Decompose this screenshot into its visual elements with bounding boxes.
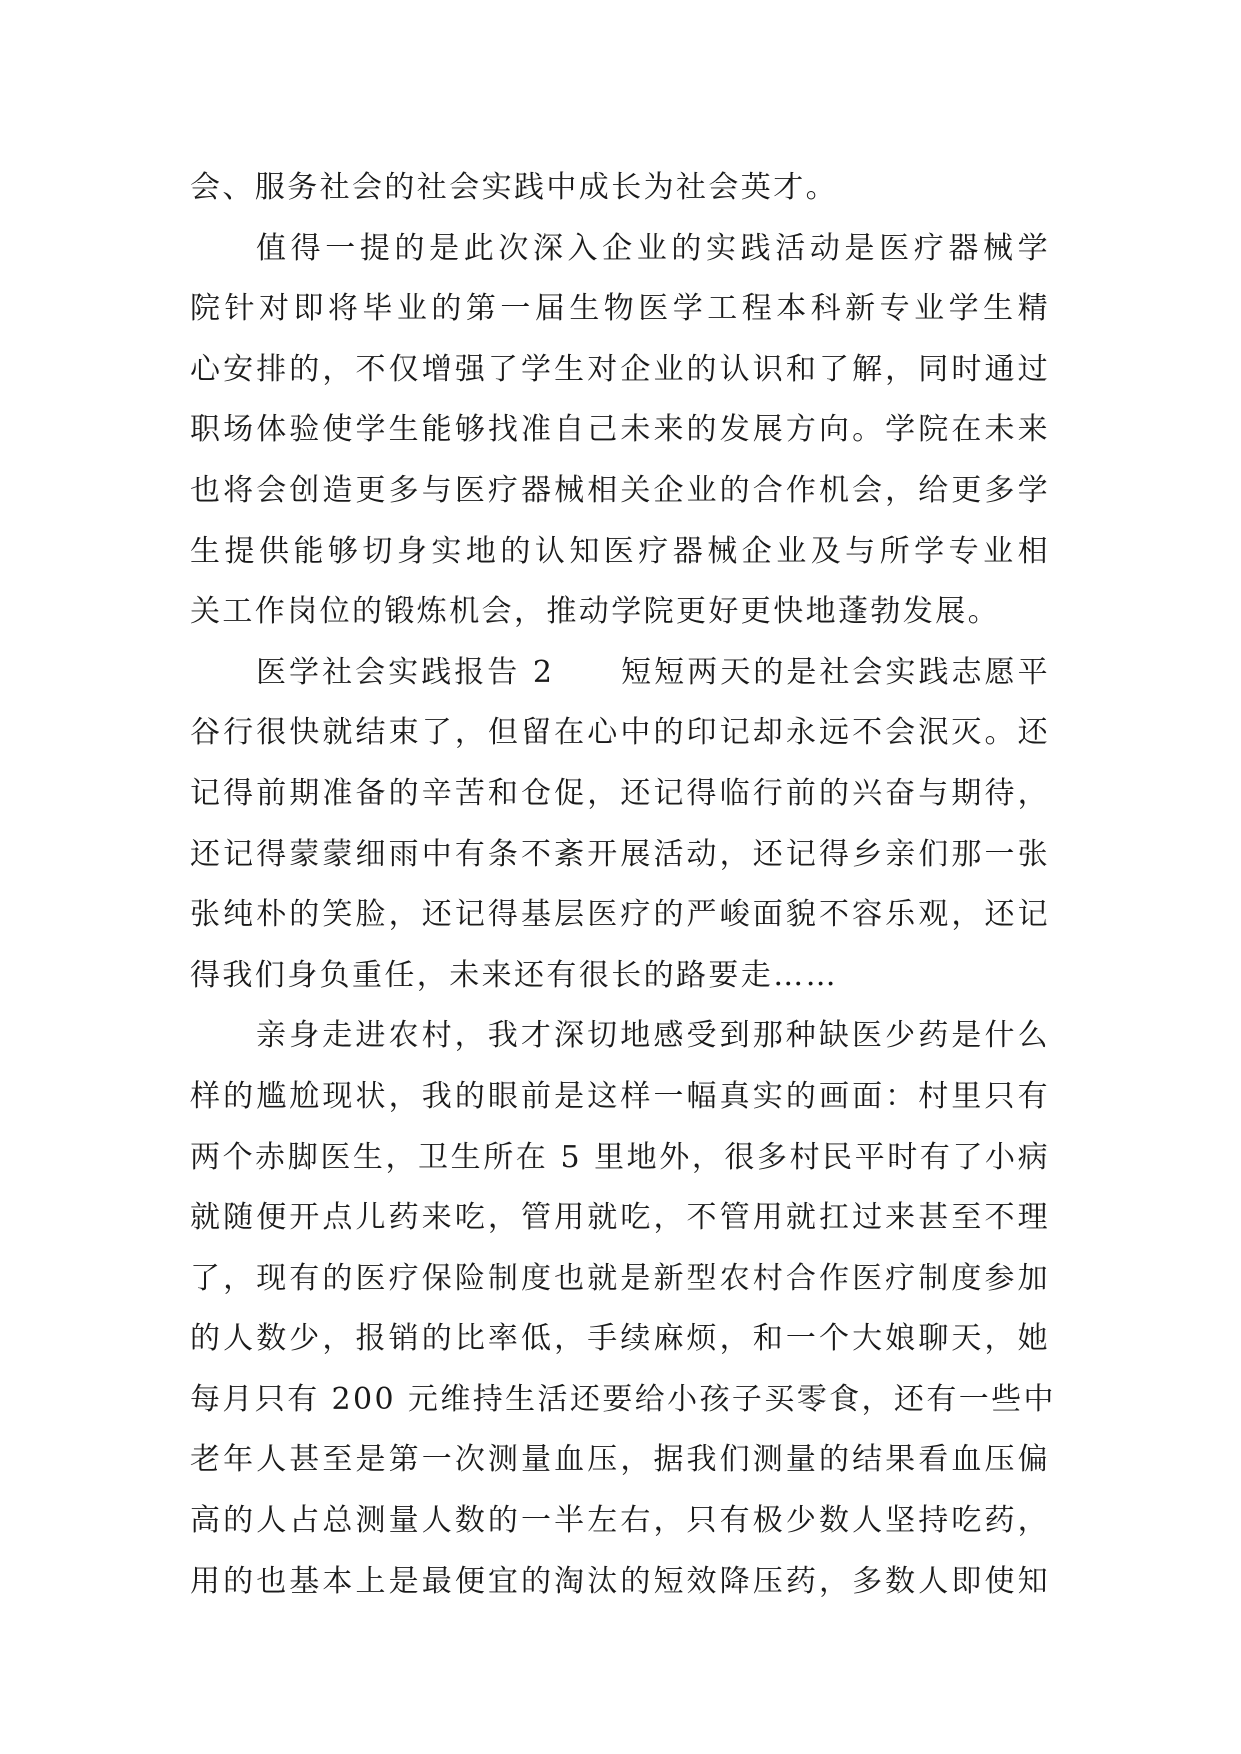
text-line: 就随便开点儿药来吃，管用就吃，不管用就扛过来甚至不理 [190, 1200, 1050, 1236]
paragraph-first-line: 医学社会实践报告 2 短短两天的是社会实践志愿平 [256, 654, 1050, 690]
text-line: 会、服务社会的社会实践中成长为社会英才。 [190, 170, 838, 205]
text-line: 了，现有的医疗保险制度也就是新型农村合作医疗制度参加 [190, 1260, 1050, 1296]
text-line: 生提供能够切身实地的认知医疗器械企业及与所学专业相 [190, 533, 1050, 569]
text-line: 也将会创造更多与医疗器械相关企业的合作机会，给更多学 [190, 472, 1050, 508]
text-line: 还记得蒙蒙细雨中有条不紊开展活动，还记得乡亲们那一张 [190, 836, 1050, 872]
text-line: 院针对即将毕业的第一届生物医学工程本科新专业学生精 [190, 291, 1050, 327]
text-line: 两个赤脚医生，卫生所在 5 里地外，很多村民平时有了小病 [190, 1139, 1050, 1175]
text-line: 记得前期准备的辛苦和仓促，还记得临行前的兴奋与期待， [190, 775, 1050, 811]
text-line: 高的人占总测量人数的一半左右，只有极少数人坚持吃药， [190, 1503, 1050, 1539]
text-line: 心安排的，不仅增强了学生对企业的认识和了解，同时通过 [190, 351, 1050, 387]
paragraph-first-line: 值得一提的是此次深入企业的实践活动是医疗器械学 [256, 230, 1050, 266]
text-line: 用的也基本上是最便宜的淘汰的短效降压药，多数人即使知 [190, 1563, 1050, 1599]
text-line: 老年人甚至是第一次测量血压，据我们测量的结果看血压偏 [190, 1442, 1050, 1478]
text-line: 关工作岗位的锻炼机会，推动学院更好更快地蓬勃发展。 [190, 594, 1000, 630]
text-line: 样的尴尬现状，我的眼前是这样一幅真实的画面：村里只有 [190, 1078, 1050, 1114]
paragraph-first-line: 亲身走进农村，我才深切地感受到那种缺医少药是什么 [256, 1018, 1050, 1054]
text-line: 职场体验使学生能够找准自己未来的发展方向。学院在未来 [190, 412, 1050, 448]
text-line: 的人数少，报销的比率低，手续麻烦，和一个大娘聊天，她 [190, 1321, 1050, 1357]
body-text [190, 158, 1056, 1612]
text-line: 张纯朴的笑脸，还记得基层医疗的严峻面貌不容乐观，还记 [190, 897, 1050, 933]
text-line: 每月只有 200 元维持生活还要给小孩子买零食，还有一些中 [190, 1381, 1056, 1417]
text-line: 得我们身负重任，未来还有很长的路要走…… [190, 957, 838, 993]
text-line: 谷行很快就结束了，但留在心中的印记却永远不会泯灭。还 [190, 715, 1050, 751]
